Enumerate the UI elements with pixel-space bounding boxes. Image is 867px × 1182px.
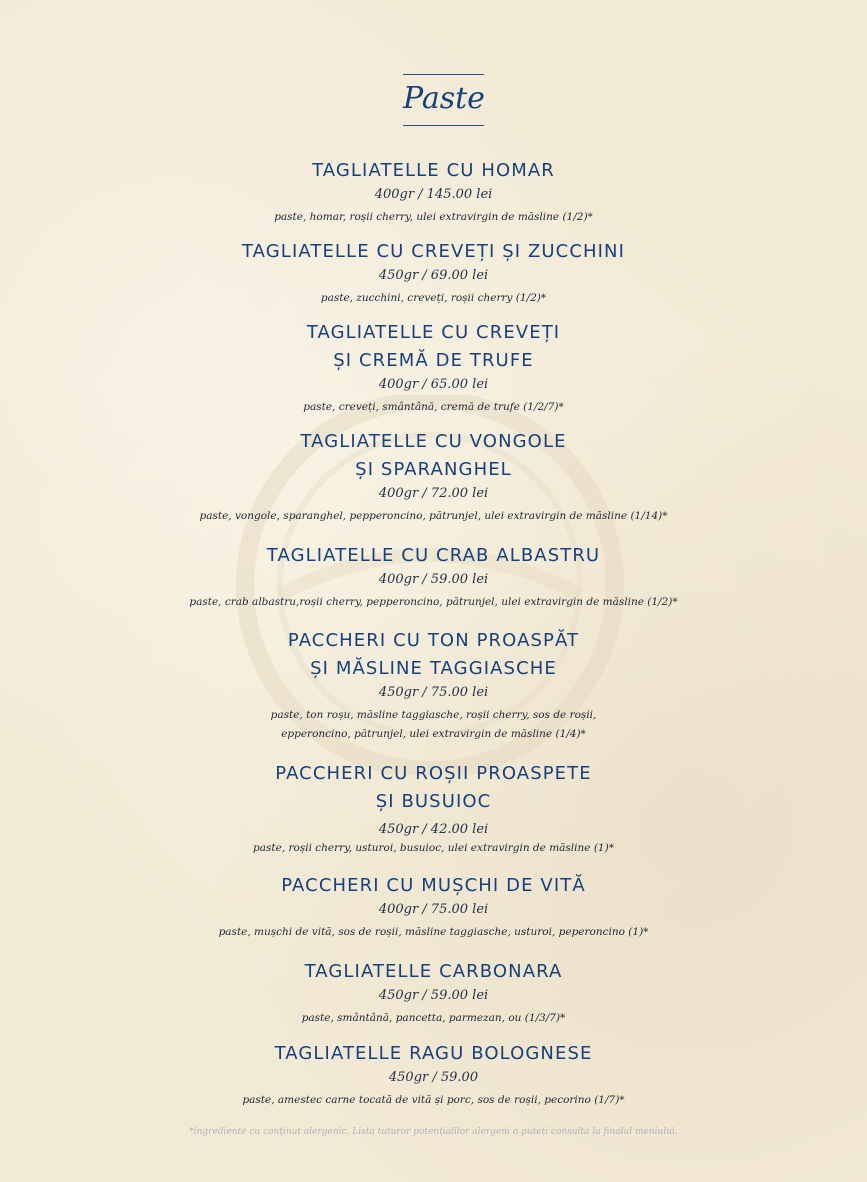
item-description: paste, zucchini, creveți, roșii cherry (1/2)*	[320, 292, 547, 304]
item-price: 400gr / 145.00 lei	[374, 187, 493, 202]
item-price: 450gr / 42.00 lei	[378, 822, 489, 837]
item-price: 400gr / 75.00 lei	[378, 902, 489, 917]
menu-item	[0, 238, 867, 308]
item-description: paste, homar, roșii cherry, ulei extravirgin de măsline (1/2)*	[274, 211, 593, 223]
item-name-line-2: ȘI CREMĂ DE TRUFE	[333, 350, 534, 371]
item-price: 400gr / 72.00 lei	[378, 486, 489, 501]
item-name-line-2: ȘI BUSUIOC	[375, 791, 492, 812]
item-name-line-2: ȘI SPARANGHEL	[355, 459, 512, 480]
item-name: PACCHERI CU MUȘCHI DE VITĂ	[281, 875, 586, 896]
item-description: paste, crab albastru,roșii cherry, pepperoncino, pătrunjel, ulei extravirgin de măsline (1/2)*	[189, 596, 678, 608]
menu-item	[0, 319, 867, 417]
allergen-footnote: *ingrediente cu conținut alergenic. Lista tuturor potențialilor alergeni o puteți consulta la finalul meniului.	[189, 1127, 678, 1137]
item-price: 400gr / 65.00 lei	[378, 377, 489, 392]
item-name: TAGLIATELLE CU CRAB ALBASTRU	[266, 545, 601, 566]
item-price: 450gr / 69.00 lei	[378, 268, 489, 283]
menu-item	[0, 958, 867, 1028]
item-price: 450gr / 59.00	[388, 1070, 479, 1085]
menu-item	[0, 872, 867, 942]
item-name: TAGLIATELLE CU CREVEȚI ȘI ZUCCHINI	[241, 241, 626, 262]
item-name: TAGLIATELLE CU HOMAR	[312, 160, 555, 181]
section-title: Paste	[403, 81, 485, 116]
menu-item	[0, 1040, 867, 1110]
item-description: paste, vongole, sparanghel, pepperoncino, pătrunjel, ulei extravirgin de măsline (1/14)*	[199, 510, 668, 522]
item-description: paste, ton roșu, măsline taggiasche, roșii cherry, sos de roșii,	[270, 709, 597, 721]
item-description: paste, amestec carne tocată de vită și porc, sos de roșii, pecorino (1/7)*	[242, 1094, 625, 1106]
item-name: TAGLIATELLE CARBONARA	[304, 961, 563, 982]
item-price: 450gr / 59.00 lei	[378, 988, 489, 1003]
section-title-frame	[403, 74, 484, 126]
item-name: PACCHERI CU TON PROASPĂT	[287, 630, 580, 651]
menu-item	[0, 760, 867, 858]
item-description: paste, creveți, smântână, cremă de trufe (1/2/7)*	[303, 401, 564, 413]
item-description: paste, roșii cherry, usturoi, busuioc, ulei extravirgin de măsline (1)*	[253, 842, 614, 854]
item-description-line-2: epperoncino, pătrunjel, ulei extravirgin de măsline (1/4)*	[281, 728, 586, 740]
menu-item	[0, 627, 867, 744]
item-name: TAGLIATELLE CU CREVEȚI	[306, 322, 561, 343]
item-name-line-2: ȘI MĂSLINE TAGGIASCHE	[310, 658, 557, 679]
menu-item	[0, 157, 867, 227]
menu-item	[0, 542, 867, 612]
item-price: 400gr / 59.00 lei	[378, 572, 489, 587]
item-name: TAGLIATELLE CU VONGOLE	[300, 431, 567, 452]
item-price: 450gr / 75.00 lei	[378, 685, 489, 700]
item-name: TAGLIATELLE RAGU BOLOGNESE	[274, 1043, 593, 1064]
item-description: paste, smântână, pancetta, parmezan, ou (1/3/7)*	[301, 1012, 566, 1024]
menu-item	[0, 428, 867, 526]
item-name: PACCHERI CU ROȘII PROASPETE	[275, 763, 592, 784]
item-description: paste, mușchi de vită, sos de roșii, măsline taggiasche, usturoi, peperoncino (1)*	[218, 926, 649, 938]
